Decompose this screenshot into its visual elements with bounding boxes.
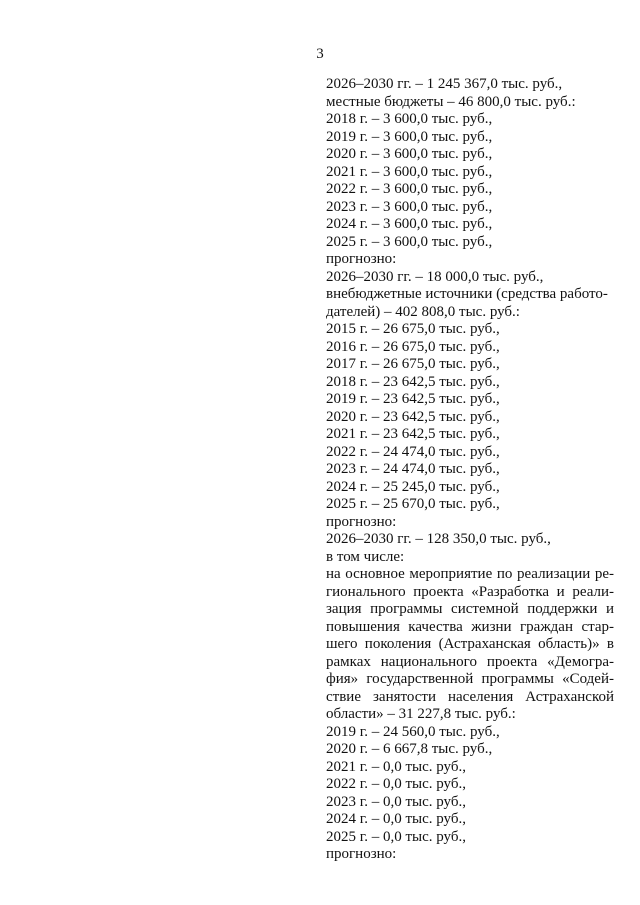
funding-line: 2021 г. – 0,0 тыс. руб., [326,758,466,775]
paragraph-line: рамках национального проекта «Демогра- [326,653,614,670]
funding-text-block [326,76,614,864]
funding-line: 2025 г. – 25 670,0 тыс. руб., [326,496,500,512]
funding-line: 2022 г. – 3 600,0 тыс. руб., [326,181,493,197]
funding-line: 2016 г. – 26 675,0 тыс. руб., [326,338,500,355]
funding-line: 2021 г. – 23 642,5 тыс. руб., [326,426,500,442]
funding-line: 2017 г. – 26 675,0 тыс. руб., [326,356,500,372]
funding-line: 2020 г. – 6 667,8 тыс. руб., [326,741,493,757]
funding-line: 2020 г. – 23 642,5 тыс. руб., [326,408,500,425]
funding-line: 2019 г. – 3 600,0 тыс. руб., [326,128,493,145]
funding-line: 2015 г. – 26 675,0 тыс. руб., [326,321,500,337]
funding-line: прогнозно: [326,846,397,862]
funding-line: в том числе: [326,548,405,565]
page-number: 3 [316,46,324,62]
funding-line: 2019 г. – 24 560,0 тыс. руб., [326,723,500,740]
funding-lines-before [326,76,614,566]
funding-line: 2024 г. – 0,0 тыс. руб., [326,811,466,827]
funding-line: 2021 г. – 3 600,0 тыс. руб., [326,163,493,180]
paragraph-line: шего поколения (Астраханская область)» в [326,636,614,652]
paragraph-line: повышения качества жизни граждан стар- [326,618,614,635]
funding-line: 2020 г. – 3 600,0 тыс. руб., [326,146,493,162]
funding-line: 2023 г. – 0,0 тыс. руб., [326,793,466,810]
paragraph-line: на основное мероприятие по реализации ре- [326,566,614,582]
funding-line: 2026–2030 гг. – 18 000,0 тыс. руб., [326,268,544,285]
funding-line: 2022 г. – 0,0 тыс. руб., [326,776,466,792]
funding-line: дателей) – 402 808,0 тыс. руб.: [326,303,520,320]
funding-line: 2024 г. – 3 600,0 тыс. руб., [326,216,493,232]
funding-line: 2023 г. – 24 474,0 тыс. руб., [326,461,500,477]
funding-line: местные бюджеты – 46 800,0 тыс. руб.: [326,93,576,110]
funding-line: 2019 г. – 23 642,5 тыс. руб., [326,391,500,407]
funding-line: 2025 г. – 3 600,0 тыс. руб., [326,233,493,250]
funding-line: 2024 г. – 25 245,0 тыс. руб., [326,478,500,495]
funding-line: 2022 г. – 24 474,0 тыс. руб., [326,443,500,460]
funding-line: 2018 г. – 3 600,0 тыс. руб., [326,111,493,127]
paragraph-line: ствие занятости населения Астраханской [326,688,614,705]
paragraph-line: области» – 31 227,8 тыс. руб.: [326,706,516,722]
funding-line: 2025 г. – 0,0 тыс. руб., [326,828,466,845]
funding-line: 2023 г. – 3 600,0 тыс. руб., [326,198,493,215]
paragraph-line: гионального проекта «Разработка и реали- [326,583,614,600]
paragraph-line: зация программы системной поддержки и [326,601,614,617]
regional-project-paragraph [326,566,614,724]
funding-line: 2026–2030 гг. – 1 245 367,0 тыс. руб., [326,76,563,92]
funding-line: прогнозно: [326,251,397,267]
paragraph-line: фия» государственной программы «Содей- [326,671,614,687]
funding-line: прогнозно: [326,513,397,530]
funding-line: 2018 г. – 23 642,5 тыс. руб., [326,373,500,390]
funding-line: 2026–2030 гг. – 128 350,0 тыс. руб., [326,531,551,547]
funding-line: внебюджетные источники (средства работо- [326,286,608,302]
funding-lines-after [326,724,614,864]
